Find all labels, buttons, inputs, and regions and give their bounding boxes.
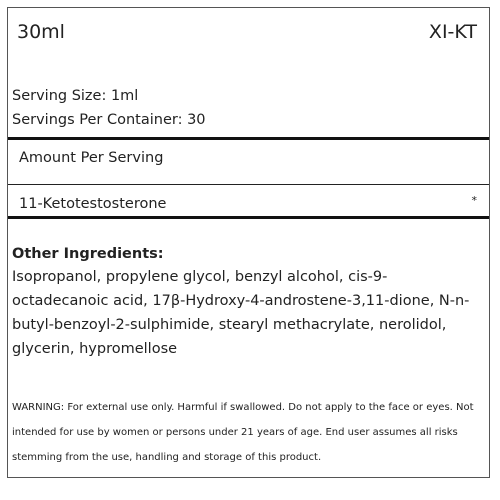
product-code: XI-KT (428, 21, 477, 43)
container-size: 30ml (17, 21, 65, 43)
serving-info (12, 84, 206, 132)
ingredient-name: 11-Ketotestosterone (19, 196, 167, 212)
supplement-facts-panel (7, 7, 490, 478)
amount-per-serving-header: Amount Per Serving (19, 150, 164, 166)
divider (8, 184, 489, 185)
warning-text: WARNING: For external use only. Harmful if swallowed. Do not apply to the face or eyes. Not intended for use by women or persons under 21 years of age. End user assumes all risks stemming from the use, handling and storage of this product. (12, 402, 474, 463)
servings-per-container: Servings Per Container: 30 (12, 112, 206, 128)
ingredient-daily-value: * (471, 194, 477, 207)
other-ingredients-list: Isopropanol, propylene glycol, benzyl alcohol, cis-9-octadecanoic acid, 17β-Hydroxy-4-androstene-3,11-dione, N-n-butyl-benzoyl-2-sulphimide, stearyl methacrylate, nerolidol, glycerin, hypromellose (12, 269, 470, 357)
thick-divider (8, 137, 489, 140)
serving-size: Serving Size: 1ml (12, 88, 139, 104)
other-ingredients-heading: Other Ingredients: (12, 246, 164, 262)
thick-divider (8, 216, 489, 219)
